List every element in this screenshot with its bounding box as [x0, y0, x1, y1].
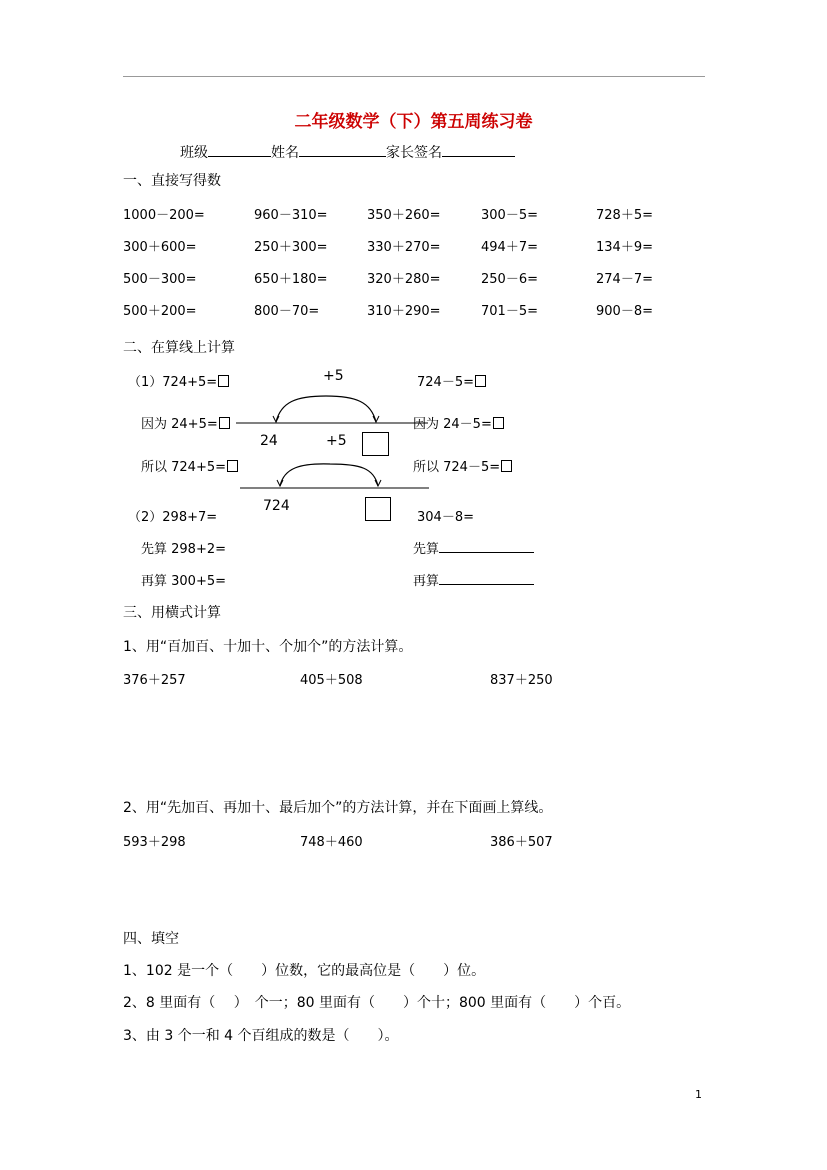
equation-cell: 330＋270= [367, 240, 441, 255]
equation-cell: 134＋9= [596, 240, 653, 255]
equation-cell: 250＋300= [254, 240, 328, 255]
equation-cell: 494＋7= [481, 240, 538, 255]
answer-box [501, 460, 512, 472]
parent-signature-label: 家长签名 [386, 145, 442, 161]
answer-box [475, 375, 486, 387]
section-3-question-1: 1、用“百加百、十加十、个加个”的方法计算。 [123, 639, 413, 655]
number-line-1 [236, 390, 436, 430]
equation-cell: 900－8= [596, 304, 653, 319]
answer-line [439, 538, 534, 553]
answer-box [219, 417, 230, 429]
fill-question-1: 1、102 是一个（ ）位数，它的最高位是（ ）位。 [123, 963, 486, 979]
q1-item-1: 376＋257 [123, 673, 186, 688]
equation-cell: 1000－200= [123, 208, 205, 223]
section-1-heading: 一、直接写得数 [123, 173, 221, 189]
because-left: 因为 24+5= [141, 413, 230, 432]
diagram-2-start-value: 724 [263, 498, 290, 514]
equation-cell: 500＋200= [123, 304, 197, 319]
first-step-left: 先算 298+2= [141, 542, 227, 557]
student-info-line [180, 142, 515, 162]
fill-question-2: 2、8 里面有（ ） 个一；80 里面有（ ）个十；800 里面有（ ）个百。 [123, 995, 631, 1011]
arc-arrow-end [373, 416, 379, 422]
then-step-right: 再算 [413, 570, 534, 589]
section-4-heading: 四、填空 [123, 931, 179, 947]
name-label: 姓名 [271, 145, 299, 161]
arc-tick-start [273, 416, 279, 422]
equation-cell: 310＋290= [367, 304, 441, 319]
so-left: 所以 724+5= [141, 456, 238, 475]
problem-1-right: 724－5= [417, 371, 486, 390]
name-blank [299, 142, 386, 157]
equation-cell: 701－5= [481, 304, 538, 319]
jump-arc [276, 396, 376, 422]
problem-2-right: 304－8= [417, 510, 474, 525]
section-3-question-2: 2、用“先加百、再加十、最后加个”的方法计算，并在下面画上算线。 [123, 800, 553, 816]
arc-tick-start [277, 480, 283, 486]
equation-cell: 960－310= [254, 208, 328, 223]
parent-signature-blank [442, 142, 515, 157]
equation-cell: 300＋600= [123, 240, 197, 255]
problem-2-left: （2）298+7= [128, 510, 218, 525]
answer-box [218, 375, 229, 387]
diagram-1-step-label: +5 [326, 433, 347, 449]
class-label: 班级 [180, 145, 208, 161]
equation-cell: 728＋5= [596, 208, 653, 223]
equation-cell: 250－6= [481, 272, 538, 287]
answer-box [493, 417, 504, 429]
answer-box [227, 460, 238, 472]
fill-question-3: 3、由 3 个一和 4 个百组成的数是（ ）。 [123, 1028, 399, 1044]
diagram-1-start-value: 24 [260, 433, 278, 449]
because-right: 因为 24－5= [413, 413, 504, 432]
jump-arc [280, 464, 378, 486]
equation-cell: 650＋180= [254, 272, 328, 287]
first-step-right: 先算 [413, 538, 534, 557]
page-number: 1 [695, 1088, 702, 1101]
problem-1-left: （1）724+5= [128, 371, 229, 390]
diagram-1-answer-box [362, 432, 389, 456]
diagram-2-answer-box [365, 497, 391, 521]
number-line-2 [240, 458, 435, 492]
equation-cell: 320＋280= [367, 272, 441, 287]
equation-cell: 500－300= [123, 272, 197, 287]
section-3-heading: 三、用横式计算 [123, 605, 221, 621]
equation-cell: 350＋260= [367, 208, 441, 223]
arc-arrow-end [375, 480, 381, 486]
equation-cell: 300－5= [481, 208, 538, 223]
page-title: 二年级数学（下）第五周练习卷 [294, 112, 533, 132]
q2-item-2: 748＋460 [300, 835, 363, 850]
section-2-heading: 二、在算线上计算 [123, 340, 235, 356]
equation-cell: 800－70= [254, 304, 320, 319]
q2-item-1: 593＋298 [123, 835, 186, 850]
diagram-1-jump-label: +5 [323, 368, 344, 384]
q1-item-2: 405＋508 [300, 673, 363, 688]
so-right: 所以 724－5= [413, 456, 512, 475]
header-rule [123, 76, 705, 77]
then-step-left: 再算 300+5= [141, 574, 227, 589]
q2-item-3: 386＋507 [490, 835, 553, 850]
q1-item-3: 837＋250 [490, 673, 553, 688]
equation-cell: 274－7= [596, 272, 653, 287]
answer-line [439, 570, 534, 585]
class-blank [208, 142, 271, 157]
